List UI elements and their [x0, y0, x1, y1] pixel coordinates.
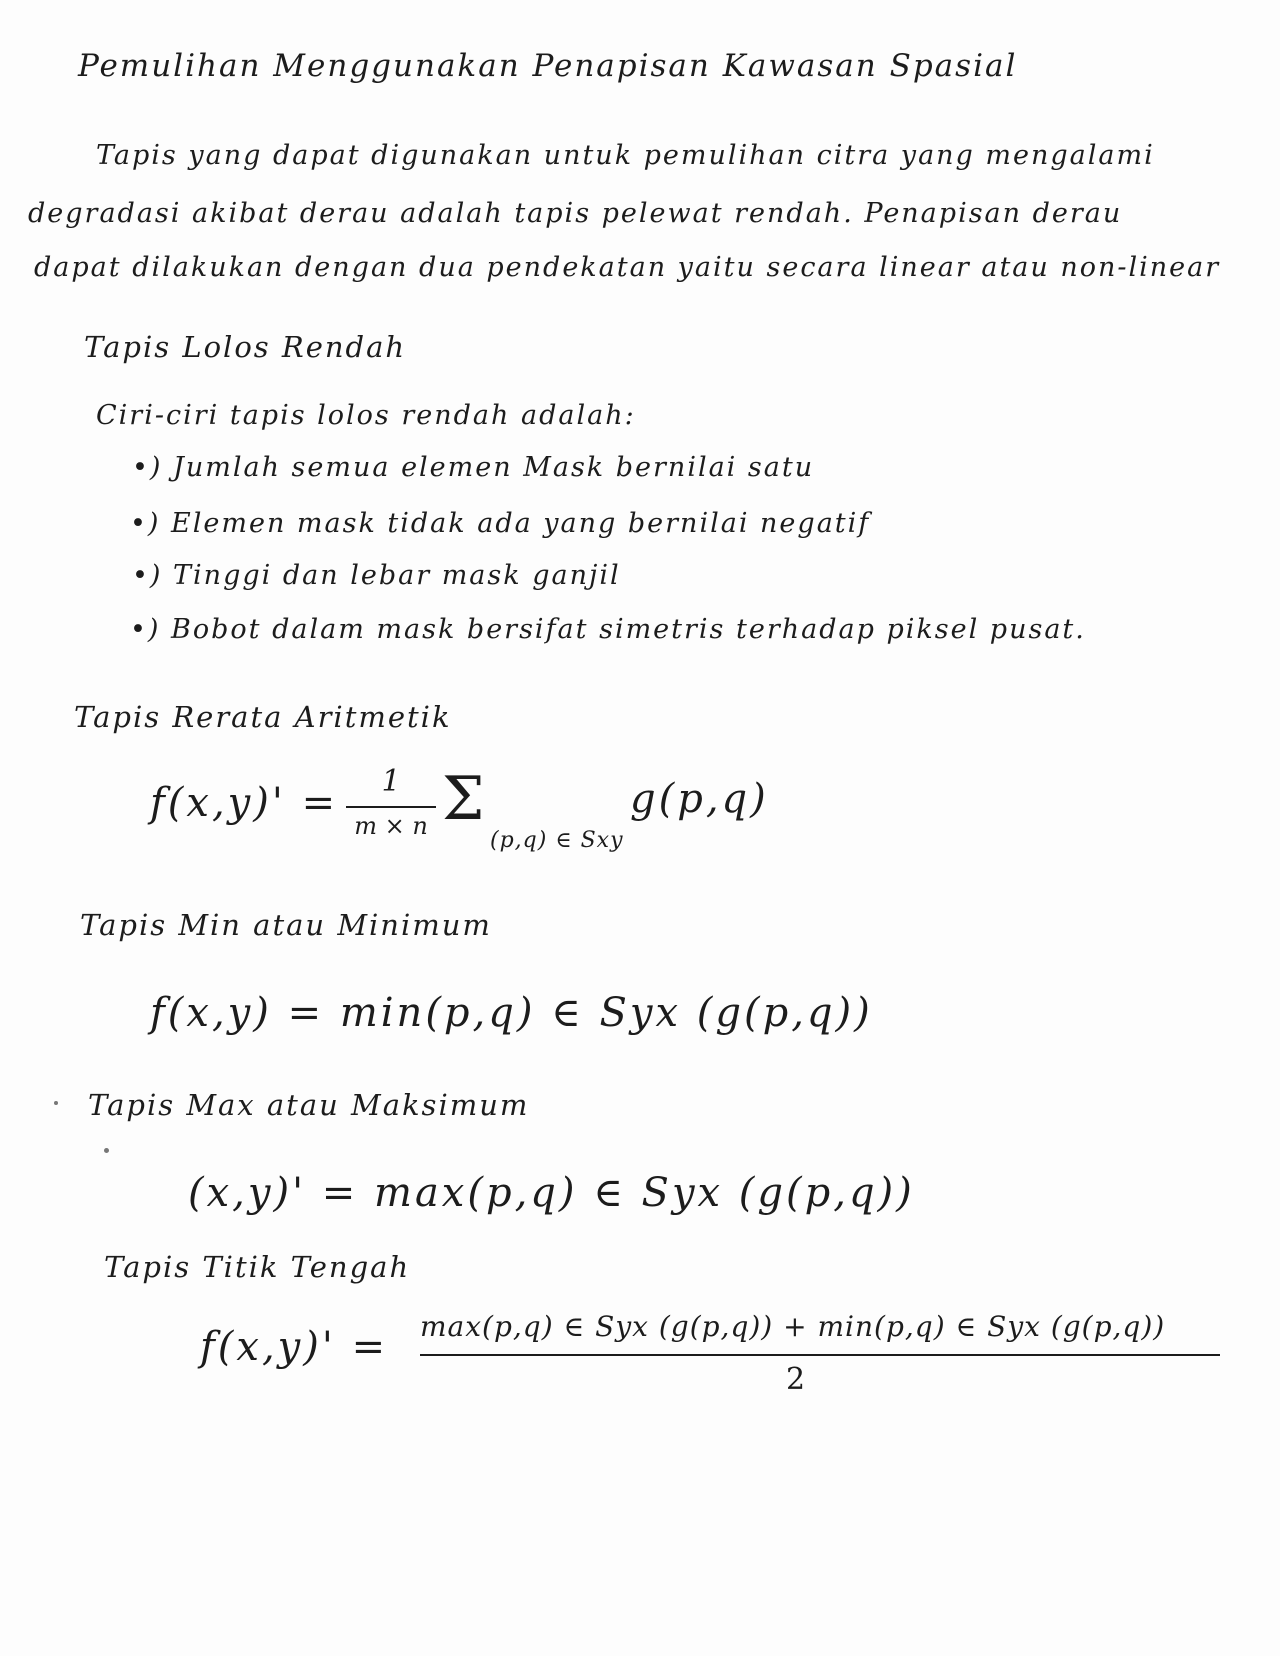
- bullet-item-1: •) Jumlah semua elemen Mask bernilai satu: [132, 452, 815, 483]
- paragraph-line-1: Tapis yang dapat digunakan untuk pemulihan citra yang mengalami: [96, 140, 1155, 171]
- formula-titik-fraction-bar: [420, 1354, 1220, 1356]
- formula-rerata-lhs: f(x,y)' =: [150, 780, 339, 826]
- heading-min: Tapis Min atau Minimum: [80, 908, 492, 942]
- formula-rerata-numerator: 1: [381, 764, 401, 799]
- bullet-item-4: •) Bobot dalam mask bersifat simetris terhadap piksel pusat.: [130, 614, 1086, 645]
- formula-rerata-denominator: m × n: [354, 812, 428, 840]
- heading-lolos-rendah: Tapis Lolos Rendah: [84, 330, 407, 364]
- formula-max: (x,y)' = max(p,q) ∈ Syx (g(p,q)): [188, 1170, 915, 1216]
- formula-rerata-subscript: (p,q) ∈ Sxy: [490, 828, 624, 853]
- heading-max: Tapis Max atau Maksimum: [88, 1088, 530, 1122]
- bullet-item-2: •) Elemen mask tidak ada yang bernilai negatif: [130, 508, 871, 539]
- sigma-symbol: Σ: [442, 764, 485, 834]
- formula-titik-lhs: f(x,y)' =: [200, 1324, 389, 1370]
- bullet-item-3: •) Tinggi dan lebar mask ganjil: [132, 560, 621, 591]
- paragraph-line-2: degradasi akibat derau adalah tapis pelewat rendah. Penapisan derau: [28, 198, 1123, 229]
- heading-rerata-aritmetik: Tapis Rerata Aritmetik: [74, 700, 452, 734]
- paragraph-line-3: dapat dilakukan dengan dua pendekatan yaitu secara linear atau non-linear: [34, 252, 1221, 283]
- heading-titik-tengah: Tapis Titik Tengah: [104, 1250, 411, 1284]
- formula-min: f(x,y) = min(p,q) ∈ Syx (g(p,q)): [150, 990, 873, 1036]
- scan-speck: [54, 1101, 58, 1105]
- page-title: Pemulihan Menggunakan Penapisan Kawasan Spasial: [78, 48, 1018, 84]
- formula-titik-denominator: 2: [786, 1362, 806, 1397]
- scan-speck: [104, 1148, 109, 1153]
- formula-rerata-rhs: g(p,q): [630, 776, 769, 822]
- formula-titik-tengah: [200, 1310, 1240, 1436]
- formula-rerata-aritmetik: [150, 764, 790, 880]
- lolos-rendah-intro: Ciri-ciri tapis lolos rendah adalah:: [96, 400, 636, 431]
- formula-rerata-fraction-bar: [346, 806, 436, 808]
- formula-titik-numerator: max(p,q) ∈ Syx (g(p,q)) + min(p,q) ∈ Syx (g(p,q)): [420, 1310, 1166, 1343]
